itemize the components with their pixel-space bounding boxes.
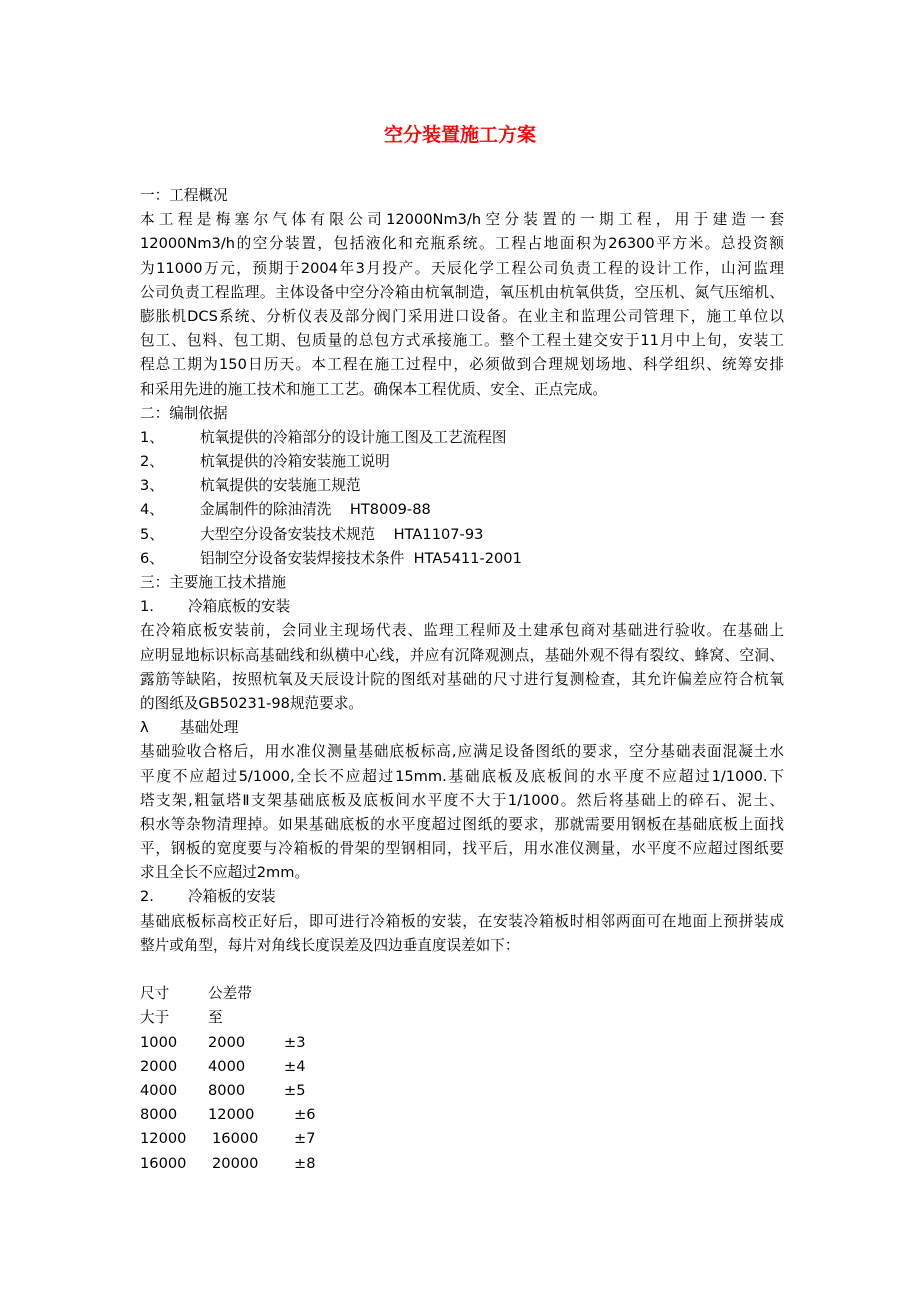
table-cell: ±3 bbox=[284, 1033, 306, 1051]
table-header-cell: 大于 bbox=[140, 1009, 170, 1027]
table-subheader-row bbox=[140, 1006, 784, 1030]
table-cell: 4000 bbox=[140, 1081, 178, 1099]
section3-heading: 三：主要施工技术措施 bbox=[140, 574, 286, 591]
section2-heading: 二：编制依据 bbox=[140, 404, 228, 422]
table-cell: ±5 bbox=[284, 1081, 306, 1099]
basis-item-text: 铝制空分设备安装焊接技术条件 HTA5411-2001 bbox=[200, 549, 522, 567]
table-cell: 16000 bbox=[212, 1130, 259, 1148]
section1-line: 膨胀机DCS系统、分析仪表及部分阀门采用进口设备。在业主和监理公司管理下，施工单位以 bbox=[140, 307, 784, 325]
section1-line: 12000Nm3/h的空分装置，包括液化和充瓶系统。工程占地面积为26300平方米。总投资额 bbox=[140, 235, 784, 253]
section1-line: 程总工期为150日历天。本工程在施工过程中，必须做到合理规划场地、科学组织、统筹安排 bbox=[140, 356, 784, 374]
section1-line: 为11000万元，预期于2004年3月投产。天辰化学工程公司负责工程的设计工作，山河监理 bbox=[140, 259, 784, 277]
subsection-heading bbox=[140, 885, 784, 909]
table-cell: 8000 bbox=[140, 1106, 178, 1124]
basis-item bbox=[140, 498, 784, 522]
subsection-title: 冷箱底板的安装 bbox=[188, 598, 291, 616]
table-cell: 16000 bbox=[140, 1154, 187, 1172]
table-cell: 20000 bbox=[212, 1154, 259, 1172]
table-cell: ±8 bbox=[294, 1154, 316, 1172]
subsection-line: 基础底板标高校正好后，即可进行冷箱板的安装，在安装冷箱板时相邻两面可在地面上预拼装成 bbox=[140, 912, 784, 930]
document-title: 空分装置施工方案 bbox=[383, 124, 536, 146]
table-header-cell: 公差带 bbox=[208, 985, 252, 1003]
table-cell: 4000 bbox=[208, 1057, 246, 1075]
table-header-row bbox=[140, 982, 784, 1006]
basis-item-number: 3、 bbox=[140, 477, 164, 495]
bullet-line: 求且全长不应超过2mm。 bbox=[140, 864, 310, 882]
table-header-cell: 至 bbox=[208, 1009, 223, 1027]
basis-item bbox=[140, 426, 784, 450]
table-cell: 12000 bbox=[140, 1130, 187, 1148]
bullet-heading bbox=[140, 716, 784, 740]
basis-item-number: 2、 bbox=[140, 453, 164, 471]
basis-item-text: 大型空分设备安装技术规范 HTA1107-93 bbox=[200, 525, 484, 543]
section1-line: 和采用先进的施工技术和施工工艺。确保本工程优质、安全、正点完成。 bbox=[140, 380, 608, 398]
table-row bbox=[140, 1031, 784, 1055]
table-cell: 8000 bbox=[208, 1081, 246, 1099]
table-cell: 2000 bbox=[140, 1057, 178, 1075]
basis-item-text: 杭氧提供的冷箱部分的设计施工图及工艺流程图 bbox=[200, 428, 507, 446]
basis-item bbox=[140, 547, 784, 571]
section1-line: 本工程是梅塞尔气体有限公司12000Nm3/h空分装置的一期工程，用于建造一套 bbox=[140, 211, 784, 229]
subsection-line: 应明显地标识标高基础线和纵横中心线，并应有沉降观测点，基础外观不得有裂纹、蜂窝、空洞、 bbox=[140, 646, 784, 664]
subsection-number: 1. bbox=[140, 598, 154, 616]
document-body bbox=[140, 184, 784, 1176]
bullet-title: 基础处理 bbox=[180, 719, 239, 737]
table-row bbox=[140, 1079, 784, 1103]
subsection-line: 露筋等缺陷，按照杭氧及天辰设计院的图纸对基础的尺寸进行复测检查，其允许偏差应符合杭氧 bbox=[140, 670, 784, 688]
bullet-line: 平，钢板的宽度要与冷箱板的骨架的型钢相同，找平后，用水准仪测量，水平度不应超过图纸要 bbox=[140, 840, 784, 858]
table-row bbox=[140, 1127, 784, 1151]
basis-item-number: 4、 bbox=[140, 501, 164, 519]
table-header-cell: 尺寸 bbox=[140, 985, 170, 1003]
table-cell: 1000 bbox=[140, 1033, 178, 1051]
subsection-line: 整片或角型，每片对角线长度误差及四边垂直度误差如下： bbox=[140, 936, 520, 954]
table-cell: 12000 bbox=[208, 1106, 255, 1124]
basis-item-number: 6、 bbox=[140, 549, 164, 567]
bullet-line: 基础验收合格后，用水准仪测量基础底板标高,应满足设备图纸的要求，空分基础表面混凝土水 bbox=[140, 743, 784, 761]
table-cell: ±6 bbox=[294, 1106, 316, 1124]
table-row bbox=[140, 1103, 784, 1127]
subsection-line: 的图纸及GB50231-98规范要求。 bbox=[140, 694, 363, 712]
section1-line: 公司负责工程监理。主体设备中空分冷箱由杭氧制造，氧压机由杭氧供货，空压机、氮气压缩机、 bbox=[140, 283, 784, 301]
section1-heading: 一：工程概况 bbox=[140, 187, 228, 204]
basis-item-number: 1、 bbox=[140, 428, 164, 446]
table-row bbox=[140, 1152, 784, 1176]
tolerance-table bbox=[140, 982, 784, 1176]
subsection-heading bbox=[140, 595, 784, 619]
basis-item bbox=[140, 474, 784, 498]
table-cell: 2000 bbox=[208, 1033, 246, 1051]
section1-line: 包工、包料、包工期、包质量的总包方式承接施工。整个工程土建交安于11月中上旬，安装工 bbox=[140, 332, 784, 350]
bullet-line: 积水等杂物清理掉。如果基础底板的水平度超过图纸的要求，那就需要用钢板在基础底板上面找 bbox=[140, 815, 784, 833]
subsection-number: 2. bbox=[140, 888, 154, 906]
basis-item bbox=[140, 450, 784, 474]
table-row bbox=[140, 1055, 784, 1079]
lambda-bullet-icon: λ bbox=[140, 719, 149, 737]
bullet-line: 平度不应超过5/1000,全长不应超过15mm.基础底板及底板间的水平度不应超过1/1000.下 bbox=[140, 767, 784, 785]
bullet-line: 塔支架,粗氩塔Ⅱ支架基础底板及底板间水平度不大于1/1000。然后将基础上的碎石、泥土、 bbox=[140, 791, 784, 809]
table-cell: ±7 bbox=[294, 1130, 316, 1148]
subsection-line: 在冷箱底板安装前，会同业主现场代表、监理工程师及土建承包商对基础进行验收。在基础上 bbox=[140, 622, 784, 640]
basis-item-text: 杭氧提供的冷箱安装施工说明 bbox=[200, 453, 390, 471]
basis-item-number: 5、 bbox=[140, 525, 164, 543]
basis-item bbox=[140, 523, 784, 547]
subsection-title: 冷箱板的安装 bbox=[188, 888, 276, 906]
table-cell: ±4 bbox=[284, 1057, 306, 1075]
basis-item-text: 金属制件的除油清洗 HT8009-88 bbox=[200, 501, 431, 519]
basis-item-text: 杭氧提供的安装施工规范 bbox=[200, 477, 361, 495]
